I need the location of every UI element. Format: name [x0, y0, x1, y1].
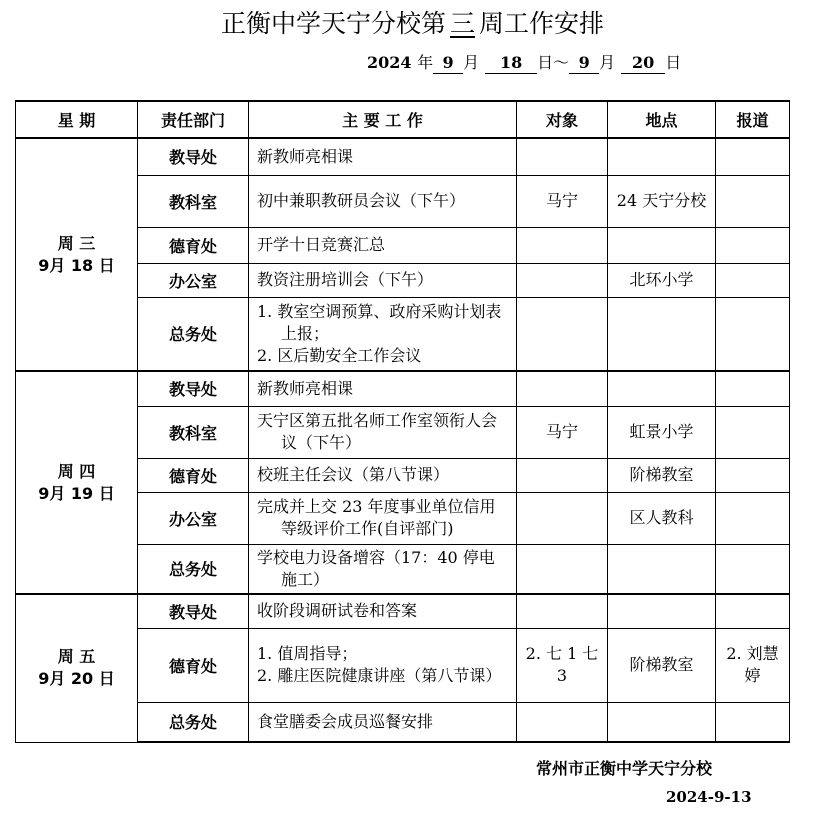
- work-item: 学校电力设备增容（17：40 停电施工）: [257, 547, 495, 589]
- target-cell: 马宁: [517, 175, 608, 227]
- work-item: 食堂膳委会成员巡餐安排: [257, 711, 434, 731]
- schedule-body: [16, 101, 790, 742]
- footer-school: 常州市正衡中学天宁分校: [536, 759, 713, 778]
- work-item: 校班主任会议（第八节课）: [257, 465, 450, 484]
- dept-cell: 教科室: [138, 406, 249, 458]
- work-cell: [249, 138, 517, 175]
- header-report: 报道: [716, 101, 790, 138]
- header-work: 主 要 工 作: [249, 101, 517, 138]
- dept-cell: 教导处: [138, 594, 249, 628]
- date-label: 9月 20 日: [38, 669, 115, 689]
- target-cell: [517, 544, 608, 594]
- target-cell: [517, 138, 608, 175]
- work-item: 1. 值周指导；: [257, 644, 358, 663]
- dept-cell: 德育处: [138, 458, 249, 492]
- dept-cell: 总务处: [138, 544, 249, 594]
- report-cell: [716, 492, 790, 544]
- title-prefix: 正衡中学天宁分校第: [220, 9, 446, 38]
- start-month: 9: [433, 53, 463, 74]
- schedule-table: [15, 100, 790, 743]
- end-month: 9: [569, 53, 599, 74]
- report-cell: [716, 371, 790, 406]
- work-item: 新教师亮相课: [257, 146, 354, 166]
- work-cell: [249, 544, 517, 594]
- place-cell: [608, 297, 716, 371]
- day-cell: [16, 371, 138, 594]
- year-unit: 年: [417, 53, 434, 72]
- place-cell: 阶梯教室: [608, 628, 716, 702]
- work-item: 1. 教室空调预算、政府采购计划表上报；: [257, 301, 502, 343]
- week-number: 三: [449, 9, 475, 38]
- place-cell: 虹景小学: [608, 406, 716, 458]
- work-item: 2. 雕庄医院健康讲座（第八节课）: [257, 666, 502, 685]
- place-cell: 区人教科: [608, 492, 716, 544]
- work-cell: [249, 458, 517, 492]
- place-cell: 24 天宁分校: [608, 175, 716, 227]
- dept-cell: 总务处: [138, 702, 249, 742]
- page-title: [0, 4, 825, 40]
- work-cell: [249, 175, 517, 227]
- work-cell: [249, 227, 517, 263]
- table-row: [16, 138, 790, 175]
- day-cell: [16, 138, 138, 371]
- work-cell: [249, 263, 517, 297]
- place-cell: [608, 371, 716, 406]
- date-range: [367, 50, 681, 74]
- work-cell: [249, 594, 517, 628]
- date-label: 9月 19 日: [38, 483, 115, 503]
- target-cell: [517, 371, 608, 406]
- dept-cell: 办公室: [138, 263, 249, 297]
- table-row: [16, 594, 790, 628]
- target-cell: 2. 七 1 七 3: [517, 628, 608, 702]
- end-day: 20: [621, 53, 665, 74]
- dept-cell: 教导处: [138, 371, 249, 406]
- day-unit-2: 日: [665, 53, 682, 72]
- report-cell: [716, 138, 790, 175]
- dept-cell: 办公室: [138, 492, 249, 544]
- place-cell: 北环小学: [608, 263, 716, 297]
- footer-date: 2024-9-13: [666, 788, 752, 806]
- target-cell: [517, 492, 608, 544]
- dept-cell: 教科室: [138, 175, 249, 227]
- work-item: 天宁区第五批名师工作室领衔人会议（下午）: [257, 411, 498, 452]
- report-cell: [716, 544, 790, 594]
- report-cell: 2. 刘慧婷: [716, 628, 790, 702]
- work-item: 开学十日竞赛汇总: [257, 235, 386, 254]
- report-cell: [716, 297, 790, 371]
- report-cell: [716, 263, 790, 297]
- work-item: 教资注册培训会（下午）: [257, 270, 434, 289]
- work-cell: [249, 371, 517, 406]
- month-unit-2: 月: [599, 53, 616, 72]
- work-cell: [249, 628, 517, 702]
- weekday-label: 周 三: [57, 233, 96, 253]
- report-cell: [716, 458, 790, 492]
- dept-cell: 德育处: [138, 628, 249, 702]
- day-cell: [16, 594, 138, 742]
- target-cell: [517, 458, 608, 492]
- dept-cell: 德育处: [138, 227, 249, 263]
- report-cell: [716, 702, 790, 742]
- title-suffix: 周工作安排: [479, 9, 605, 38]
- place-cell: [608, 702, 716, 742]
- header-dept: 责任部门: [138, 101, 249, 138]
- start-day: 18: [485, 53, 537, 74]
- header-place: 地点: [608, 101, 716, 138]
- target-cell: 马宁: [517, 406, 608, 458]
- place-cell: [608, 138, 716, 175]
- work-cell: [249, 406, 517, 458]
- weekday-label: 周 五: [57, 647, 96, 667]
- date-label: 9月 18 日: [38, 255, 115, 275]
- report-cell: [716, 227, 790, 263]
- weekday-label: 周 四: [57, 461, 96, 481]
- place-cell: [608, 227, 716, 263]
- target-cell: [517, 227, 608, 263]
- report-cell: [716, 406, 790, 458]
- report-cell: [716, 594, 790, 628]
- table-row: [16, 371, 790, 406]
- work-cell: [249, 297, 517, 371]
- report-cell: [716, 175, 790, 227]
- work-item: 初中兼职教研员会议（下午）: [257, 191, 466, 210]
- month-unit-1: 月: [463, 53, 480, 72]
- target-cell: [517, 297, 608, 371]
- work-item: 收阶段调研试卷和答案: [257, 601, 418, 621]
- work-cell: [249, 702, 517, 742]
- range-tilde: ～: [553, 53, 570, 72]
- header-day: 星 期: [16, 101, 138, 138]
- place-cell: [608, 544, 716, 594]
- place-cell: 阶梯教室: [608, 458, 716, 492]
- header-target: 对象: [517, 101, 608, 138]
- work-item: 2. 区后勤安全工作会议: [257, 345, 422, 365]
- target-cell: [517, 263, 608, 297]
- dept-cell: 教导处: [138, 138, 249, 175]
- header-row: [16, 101, 790, 138]
- work-item: 新教师亮相课: [257, 378, 354, 398]
- day-unit-1: 日: [537, 53, 554, 72]
- year: 2024: [367, 53, 412, 72]
- dept-cell: 总务处: [138, 297, 249, 371]
- target-cell: [517, 702, 608, 742]
- place-cell: [608, 594, 716, 628]
- target-cell: [517, 594, 608, 628]
- work-item: 完成并上交 23 年度事业单位信用等级评价工作(自评部门): [257, 497, 496, 538]
- work-cell: [249, 492, 517, 544]
